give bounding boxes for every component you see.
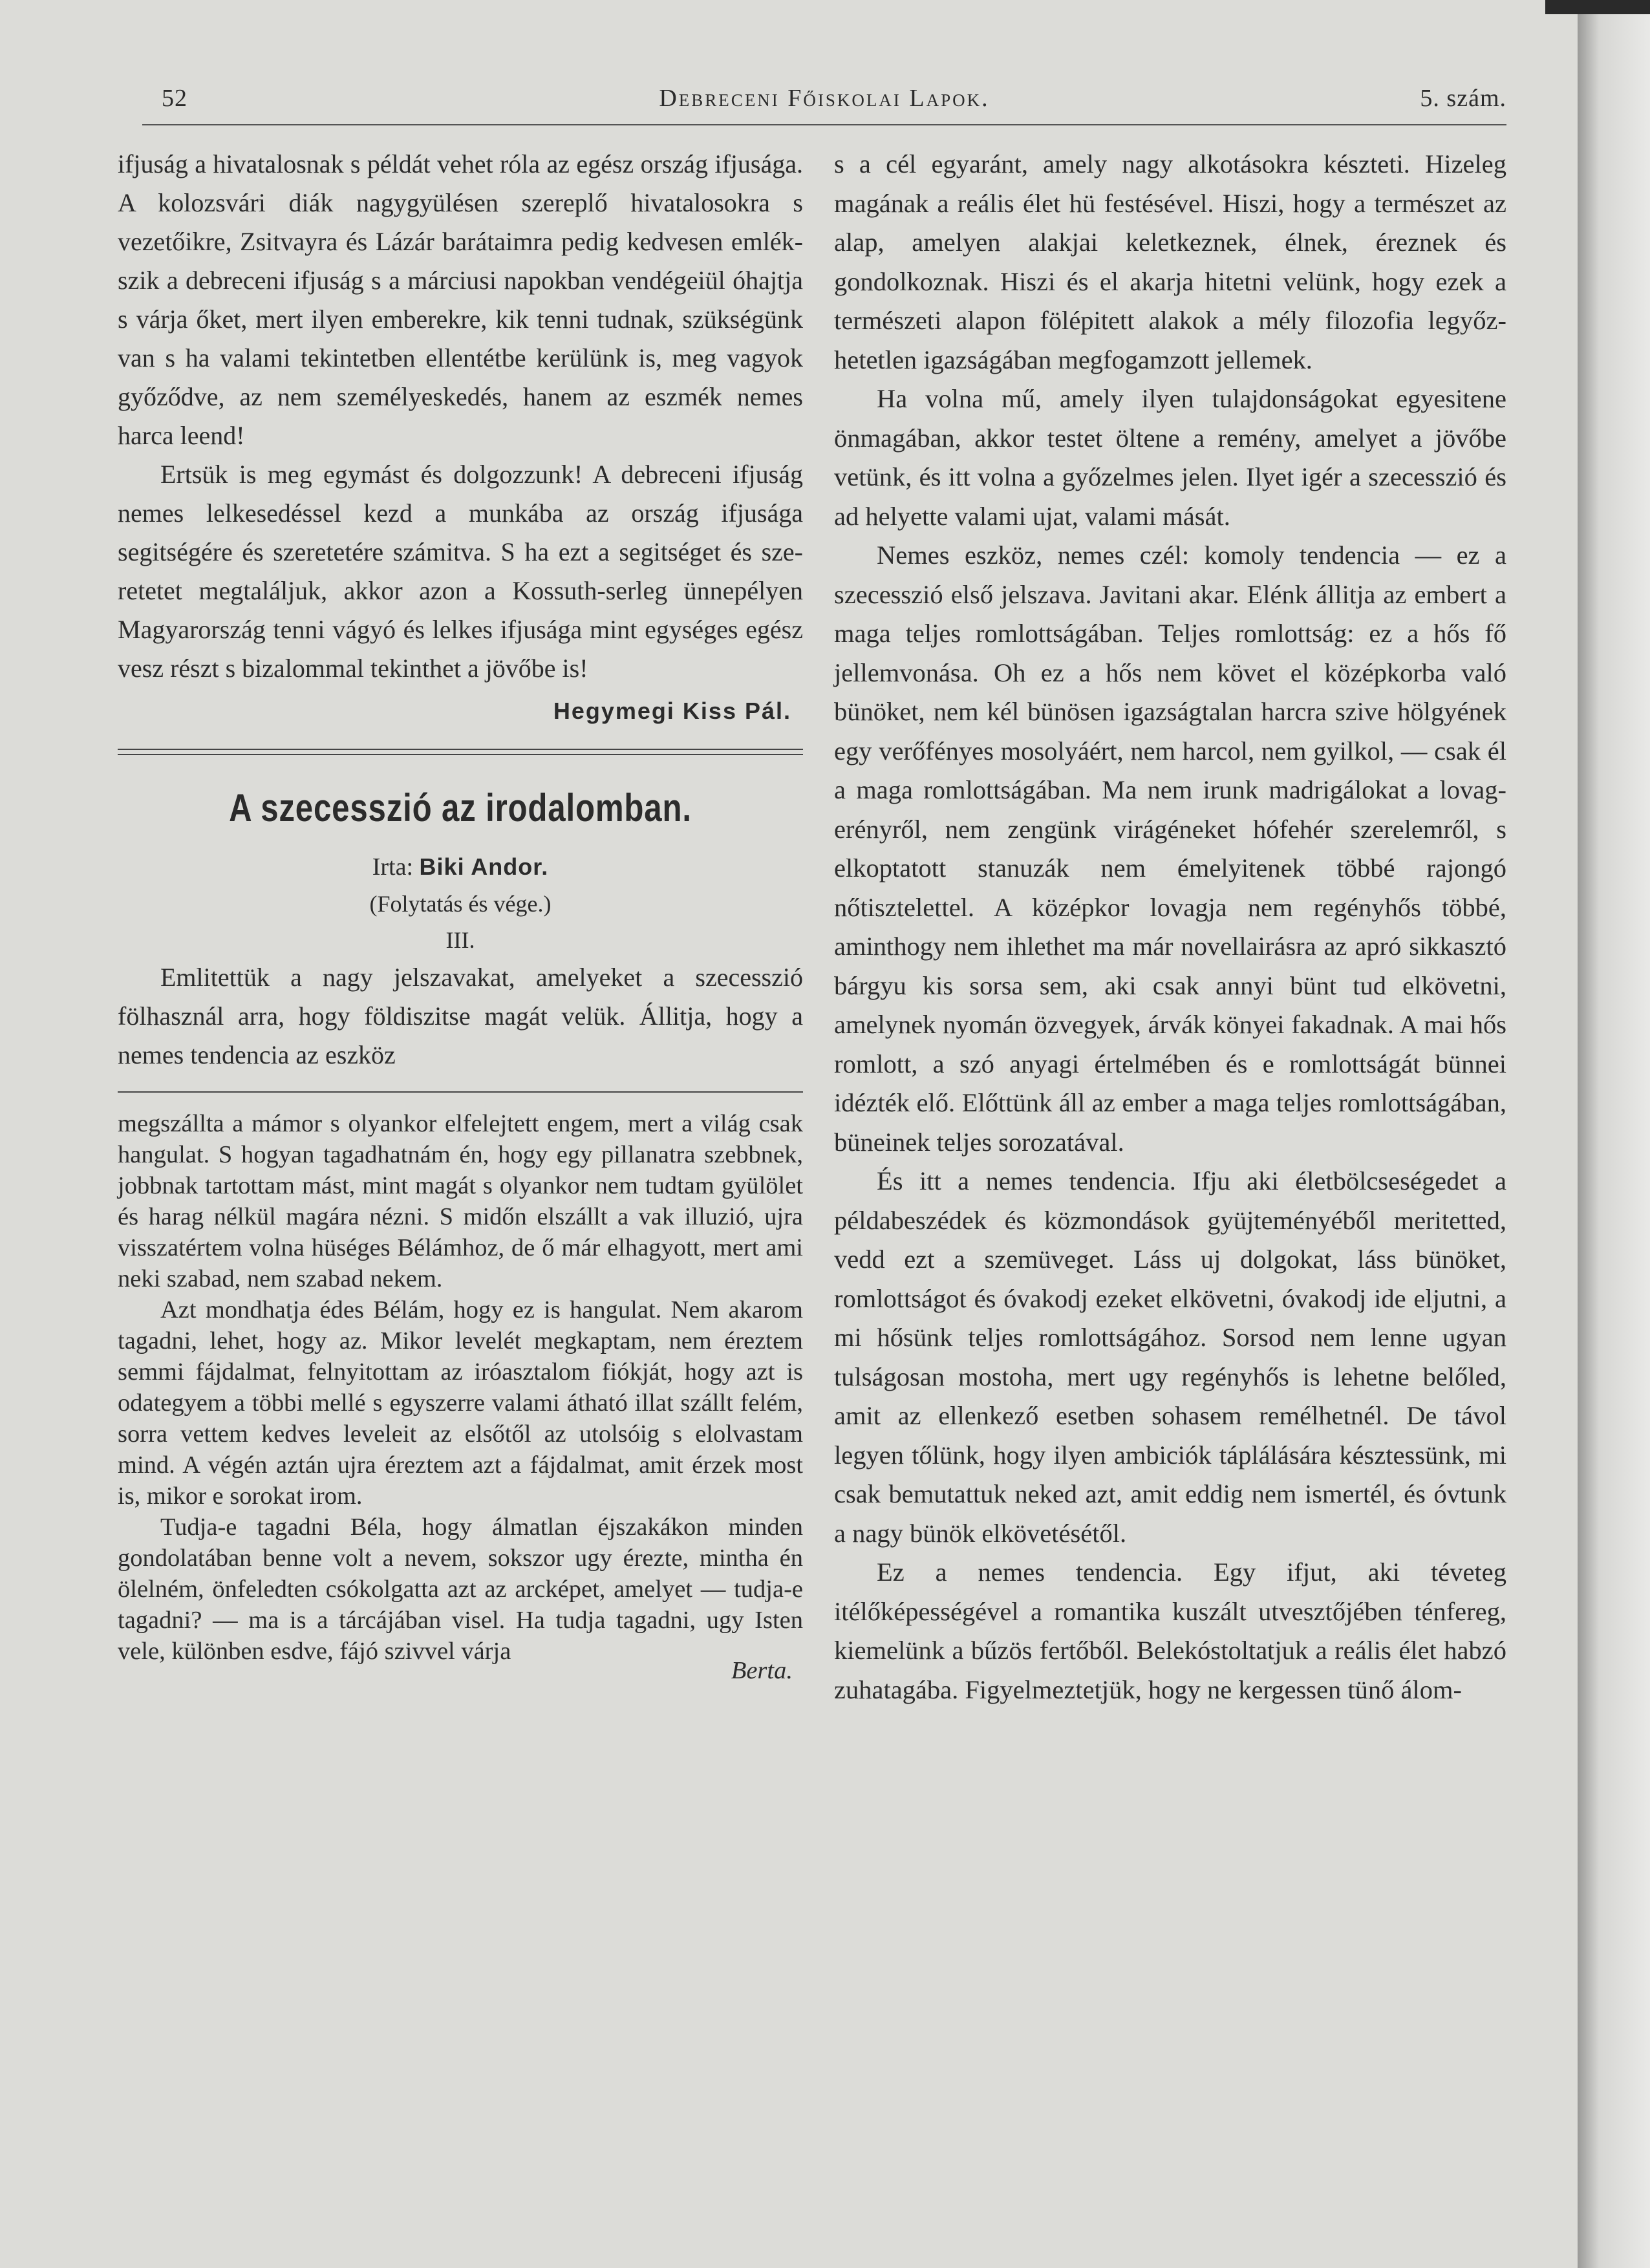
issue-number: 5. szám.	[1420, 85, 1506, 112]
left-column	[118, 145, 803, 1686]
right-paragraph-4: És itt a nemes tendencia. Ifju aki életbölcseségedet a példabeszédek és közmondások gyüjteményéből meritetted, vedd ezt a szemüveget. Láss uj dolgokat, láss bünöket, romlottságot és óvakodj ezeket elkövetni, óvakodj ide eljutni, a mi hősünk teljes romlottságához. Sorsod nem lenne ugyan tulságosan mostoha, mert ugy regényhős is lehetne belőled, amit az ellenkező esetben sohasem remélhetnél. De távol legyen tőlünk, hogy ilyen ambiciók táplálására késztessünk, mi csak bemutattuk neked azt, amit eddig nem ismertél, és óvtunk a nagy bünök elkövetésétől.	[834, 1166, 1506, 1548]
feuilleton-divider	[118, 1091, 803, 1093]
scan-corner-mark	[1545, 0, 1650, 14]
byline-prefix: Irta:	[372, 853, 414, 881]
letter-signature: Berta.	[731, 1657, 793, 1684]
journal-title: Debreceni Főiskolai Lapok.	[659, 85, 990, 112]
continuation-note: (Folytatás és vége.)	[369, 891, 552, 917]
right-paragraph-5: Ez a nemes tendencia. Egy ifjut, aki téveteg itélőképességével a romantika kuszált utvesztőjében ténfereg, kiemelünk a bűzös fertőből. Belekóstoltatjuk a reális élet habzó zuhatagába. Figyelmeztetjük, hogy ne kergessen tünő álom-	[834, 1557, 1506, 1704]
right-column	[834, 145, 1506, 1709]
letter-paragraph-2: Azt mondhatja édes Bélám, hogy ez is hangulat. Nem akarom tagadni, lehet, hogy az. Mikor levelét megkaptam, nem éreztem semmi fájdalmat, felnyitottam az iróasztalom fiókját, hogy azt is odategyem a többi mellé s egyszerre valami átható illat szállt felém, sorra vettem kedves leveleit az elsőtől az utolsóig s elolvastam mind. A végén aztán ujra éreztem azt a fájdalmat, amit érzek most is, mikor e sorokat irom.	[118, 1296, 803, 1510]
header-rule	[142, 124, 1506, 125]
page-number: 52	[162, 85, 188, 112]
section-divider	[118, 749, 803, 755]
intro-paragraph-1: ifjuság a hivatalosnak s példát vehet róla az egész ország ifjusága. A kolozsvári diák nagygyülésen szereplő hivatalosokra s vezetőikre, Zsitvayra és Lázár barátaimra pedig kedvesen emlékszik a debreceni ifjuság s a márciusi napokban vendégeiül óhajtja s várja őket, mert ilyen emberekre, kik tenni tudnak, szükségünk van s ha valami tekintetben ellentétbe kerülünk is, meg vagyok győződve, az nem személyeskedés, hanem az eszmék nemes harca leend!	[118, 149, 803, 450]
letter-paragraph-3: Tudja-e tagadni Béla, hogy álmatlan éjszakákon minden gondolatában benne volt a nevem, sokszor ugy érezte, mintha én ölelném, önfeledten csókolgatta azt az arcképet, amelyet — tudja-e tagadni? — ma is a tárcájában visel. Ha tudja tagadni, ugy Isten vele, különben esdve, fájó szivvel várja	[118, 1514, 803, 1665]
byline	[118, 848, 803, 886]
article-paragraph: Emlitettük a nagy jelszavakat, amelyeket a szecesszió fölhasznál arra, hogy földiszitse magát velük. Állitja, hogy a nemes tendencia az eszköz	[118, 963, 803, 1069]
section-number: III.	[445, 927, 475, 953]
right-paragraph-3: Nemes eszköz, nemes czél: komoly tendencia — ez a szecesszió első jelszava. Javitani akar. Elénk állitja az embert a maga teljes romlottságában. Teljes romlottság: ez a hős fő jellemvonása. Oh ez a hős nem követ el középkorba való bünöket, nem kél bünösen igazságtalan harcra szive hölgyének egy verőfényes mosolyáért, nem harcol, nem gyilkol, — csak él a maga romlottságában. Ma nem irunk madrigálokat a lovagerényről, nem zengünk virágéneket hófehér szerelemről, s elkoptatott stanuzák nem émelyitenek többé rajongó nőtisztelettel. A középkor lovagja nem regényhős többé, aminthogy nem ihlethet ma már novellairásra az apró sikkasztó bárgyu kis sorsa sem, aki csak annyi bünt tud elkövetni, amelynek nyomán özvegyek, árvák könyei fakadnak. A mai hős romlott, a szó anyagi értelmében és e romlottságát bünnei idézték elő. Előttünk áll az ember a maga teljes romlottságában, büneinek teljes sorozatával.	[834, 540, 1506, 1157]
letter-paragraph-1: megszállta a mámor s olyankor elfelejtett engem, mert a világ csak hangulat. S hogyan tagadhatnám én, hogy egy pillanatra szebbnek, jobbnak tartottam mást, mint magát s olyankor nem tudtam gyülölet és harag nélkül magára nézni. S midőn elszállt a vak illuzió, ujra visszatértem volna hüséges Bélámhoz, de ő már elhagyott, mert ami neki szabad, nem szabad nekem.	[118, 1110, 803, 1292]
intro-paragraph-2: Ertsük is meg egymást és dolgozzunk! A debreceni ifjuság nemes lelkesedéssel kezd a munkába az ország ifjusága segitségére és szeretetére számitva. S ha ezt a segitséget és szeretetet megtaláljuk, akkor azon a Kossuth-serleg ünnepélyen Magyarország tenni vágyó és lelkes ifjusága mint egységes egész vesz részt s bizalommal tekinthet a jövőbe is!	[118, 460, 803, 683]
right-paragraph-2: Ha volna mű, amely ilyen tulajdonságokat egyesitene önmagában, akkor testet öltene a remény, amelyet a jövőbe vetünk, és itt volna a győzelmes jelen. Ilyet igér a szecesszió és ad helyette valami ujat, valami mását.	[834, 384, 1506, 531]
signature: Hegymegi Kiss Pál.	[553, 698, 791, 724]
byline-author: Biki Andor.	[419, 853, 549, 880]
article-title: A szecesszió az irodalomban.	[229, 786, 692, 829]
letter-block	[118, 1108, 803, 1686]
right-paragraph-1: s a cél egyaránt, amely nagy alkotásokra készteti. Hizeleg magának a reális élet hü festésével. Hiszi, hogy a természet az alap, amelyen alakjai keletkeznek, élnek, éreznek és gondolkoznak. Hiszi és el akarja hitetni velünk, hogy ezek a természeti alapon fölépitett alakok a mély filozofia legyőzhetetlen igazságában megfogamzott jellemek.	[834, 149, 1506, 374]
page-header	[142, 84, 1506, 129]
page-edge-shadow	[1578, 0, 1650, 2268]
